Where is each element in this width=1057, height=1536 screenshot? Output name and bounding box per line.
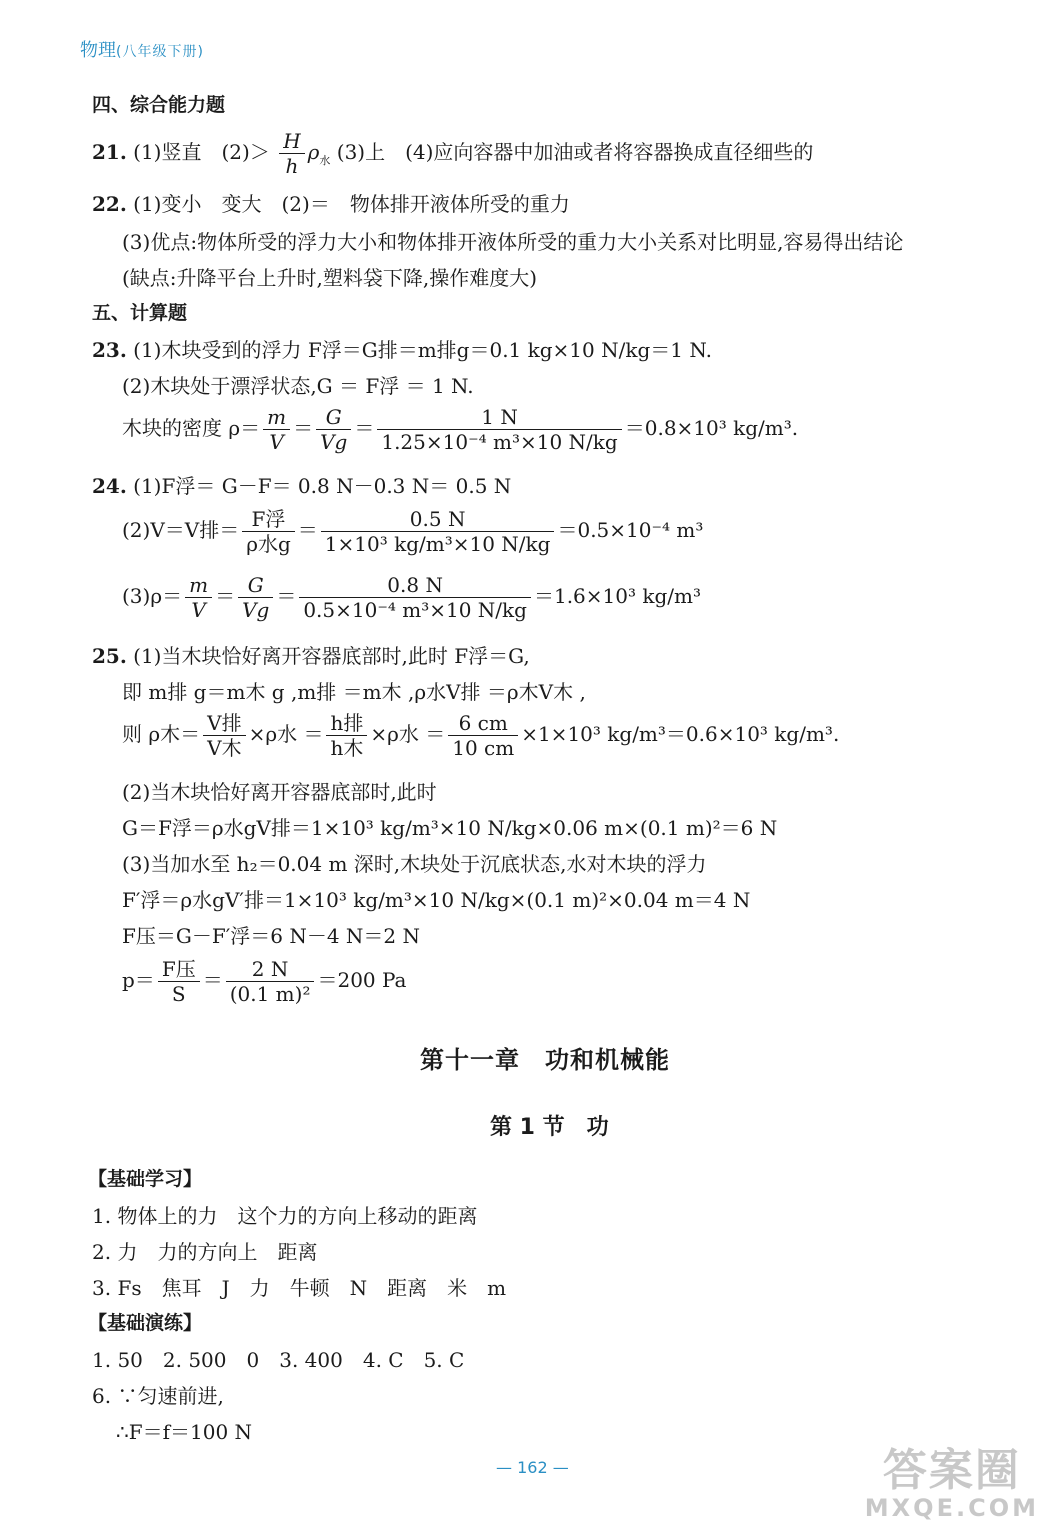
q25-line5: G＝F浮＝ρ水gV排＝1×10³ kg/m³×10 N/kg×0.06 m×(0.1 m)²＝6 N [122,816,778,840]
q25-l3-mid2: ×ρ水 ＝ [370,722,446,746]
q25-line8: F压＝G－F′浮＝6 N－4 N＝2 N [122,924,421,948]
q25-l9-pre: p＝ [122,968,155,992]
q24-l2-result: ＝0.5×10⁻⁴ m³ [557,518,704,542]
q25-l3-f3-den: 10 cm [452,736,515,760]
q24-l3-f3-den: 0.5×10⁻⁴ m³×10 N/kg [303,598,527,622]
q24-l3-f3-num: 0.8 N [299,574,531,598]
q24-l2-f1-den: ρ水g [246,532,291,556]
q21-number: 21. [92,140,127,164]
q25-l3-f3-num: 6 cm [448,712,518,736]
bp-item-6b: ∴F＝f＝100 N [116,1420,253,1444]
q24-l2-f2-num: 0.5 N [321,508,555,532]
q25-line4: (2)当木块恰好离开容器底部时,此时 [122,780,437,804]
q23-f2-num: G [325,405,342,429]
q22-number: 22. [92,192,127,216]
watermark-logo: 答案圈 [882,1445,1021,1496]
q22-line1: (1)变小 变大 (2)＝ 物体排开液体所受的重力 [133,192,570,216]
running-header [80,36,204,62]
q24-line2: (2)V＝V排＝ $\frac{\text{F浮}}{\text{ρ水g}}$ ＝ $\frac{0.5 N}{\text{1×10³ kg/m³×10 N/kg}}$ ＝0.5×10⁻⁴ m³ [122,507,704,556]
section-heading-5: 五、计算题 [92,302,188,324]
q23-f2-den: Vg [320,430,348,454]
q21-rho-sub: 水 [319,154,331,167]
q23-f3-num: 1 N [377,406,621,430]
q24-l2-pre: (2)V＝V排＝ [122,518,240,542]
q24-l3-pre: (3)ρ＝ [122,584,183,608]
header-subject: 物理 [80,40,116,61]
q25-l3-f1-num: V排 [203,712,245,736]
q25-line9: p＝ $\frac{\text{F压}}{S}$ ＝ $\frac{2 N}{\text{(0.1 m)²}}$ ＝200 Pa [122,957,407,1006]
bl-item-3: 3. Fs 焦耳 J 力 牛顿 N 距离 米 m [92,1276,507,1300]
q24-l2-f1-num: F浮 [242,508,295,532]
question-25-line1 [92,640,530,669]
q23-eq-2: ＝ [354,416,375,440]
q25-l9-frac-2 [226,958,315,1005]
bl-item-1: 1. 物体上的力 这个力的方向上移动的距离 [92,1204,478,1228]
q23-line1: (1)木块受到的浮力 F浮＝G排＝m排g＝0.1 kg×10 N/kg＝1 N. [133,338,712,362]
q23-result: ＝0.8×10³ kg/m³. [624,416,799,440]
q23-frac-3 [377,406,621,453]
question-21 [92,130,813,177]
q25-l9-result: ＝200 Pa [317,968,407,992]
q25-l3-frac-1 [203,712,245,759]
q23-f1-num: m [267,405,287,429]
q25-l3-mid1: ×ρ水 ＝ [248,722,324,746]
q23-line3 [122,406,798,453]
bl-item-2: 2. 力 力的方向上 距离 [92,1240,318,1264]
q22-line2: (3)优点:物体所受的浮力大小和物体排开液体所受的重力大小关系对比明显,容易得出结论 [122,230,904,254]
q24-l2-frac-1 [242,508,295,555]
section-heading-4: 四、综合能力题 [92,94,226,116]
q24-l3-frac-2 [238,574,273,621]
header-volume: (八年级下册) [116,44,204,60]
q24-l2-f2-den: 1×10³ kg/m³×10 N/kg [324,532,551,556]
q25-l3-frac-3 [448,712,518,759]
q23-f1-den: V [269,430,284,454]
q21-frac-num: H [283,129,301,153]
q24-l3-f2-den: Vg [242,598,270,622]
q25-line2: 即 m排 g＝m木 g ,m排 ＝m木 ,ρ水V排 ＝ρ木V木 , [122,680,586,704]
q25-l3-f1-den: V木 [207,736,242,760]
section-title: 第 1 节 功 [490,1115,609,1140]
q25-l9-frac-1 [158,958,200,1005]
basic-practice-heading: 【基础演练】 [88,1312,203,1334]
q24-line3: (3)ρ＝ $\frac{m}{V}$ ＝ $\frac{G}{Vg}$ ＝ $\frac{0.8 N}{\text{0.5×10⁻⁴ m³×10 N/kg}}$ ＝1.6×10³ kg/m³ [122,573,701,622]
question-24-line1 [92,470,511,499]
q23-number: 23. [92,338,127,362]
q22-line3: (缺点:升降平台上升时,塑料袋下降,操作难度大) [122,266,538,290]
q25-number: 25. [92,644,127,668]
q24-l3-f1-num: m [189,573,209,597]
page-number: — 162 — [496,1458,569,1477]
question-22-line1 [92,188,570,217]
q24-l3-frac-1 [185,574,212,621]
q23-density-label: 木块的密度 ρ＝ [122,416,261,440]
q24-l3-f2-num: G [247,573,264,597]
q25-line6: (3)当加水至 h₂＝0.04 m 深时,木块处于沉底状态,水对木块的浮力 [122,852,707,876]
watermark-url: MXQE.COM [864,1494,1039,1522]
q21-part-a: (1)竖直 (2)＞ [133,140,270,164]
q25-l3-pre: 则 ρ木＝ [122,722,201,746]
q25-l9-f2-den: (0.1 m)² [229,982,311,1006]
q24-l3-frac-3 [299,574,531,621]
q25-l9-f2-num: 2 N [226,958,315,982]
bp-item-1: 1. 50 2. 500 0 3. 400 4. C 5. C [92,1348,465,1372]
q21-fraction [279,130,304,177]
q24-l3-result: ＝1.6×10³ kg/m³ [533,584,701,608]
q21-part-b: (3)上 (4)应向容器中加油或者将容器换成直径细些的 [336,140,814,164]
q23-frac-2 [316,406,351,453]
q21-frac-den: h [285,154,299,178]
bp-item-6a: 6. ∵匀速前进, [92,1384,224,1408]
q25-l3-result: ×1×10³ kg/m³＝0.6×10³ kg/m³. [521,722,840,746]
watermark [864,1445,1039,1522]
chapter-title: 第十一章 功和机械能 [420,1046,670,1074]
q25-l3-f2-den: h木 [330,736,364,760]
q25-line3 [122,712,839,759]
basic-learning-heading: 【基础学习】 [88,1168,203,1190]
q24-number: 24. [92,474,127,498]
q24-l3-f1-den: V [191,598,206,622]
q21-rho: ρ [307,140,320,164]
q25-line7: F′浮＝ρ水gV′排＝1×10³ kg/m³×10 N/kg×(0.1 m)²×0.04 m＝4 N [122,888,751,912]
q25-l3-f2-num: h排 [326,712,367,736]
q24-l2-frac-2 [321,508,555,555]
q23-line2: (2)木块处于漂浮状态,G ＝ F浮 ＝ 1 N. [122,374,474,398]
q25-l3-frac-2 [326,712,367,759]
q25-l9-f1-den: S [171,982,186,1006]
q25-l9-f1-num: F压 [158,958,200,982]
question-23-line1 [92,334,712,363]
q23-eq-1: ＝ [293,416,314,440]
q23-f3-den: 1.25×10⁻⁴ m³×10 N/kg [381,430,618,454]
q25-line1: (1)当木块恰好离开容器底部时,此时 F浮＝G, [133,644,530,668]
q23-frac-1 [263,406,290,453]
q24-line1: (1)F浮＝ G－F＝ 0.8 N－0.3 N＝ 0.5 N [133,474,512,498]
